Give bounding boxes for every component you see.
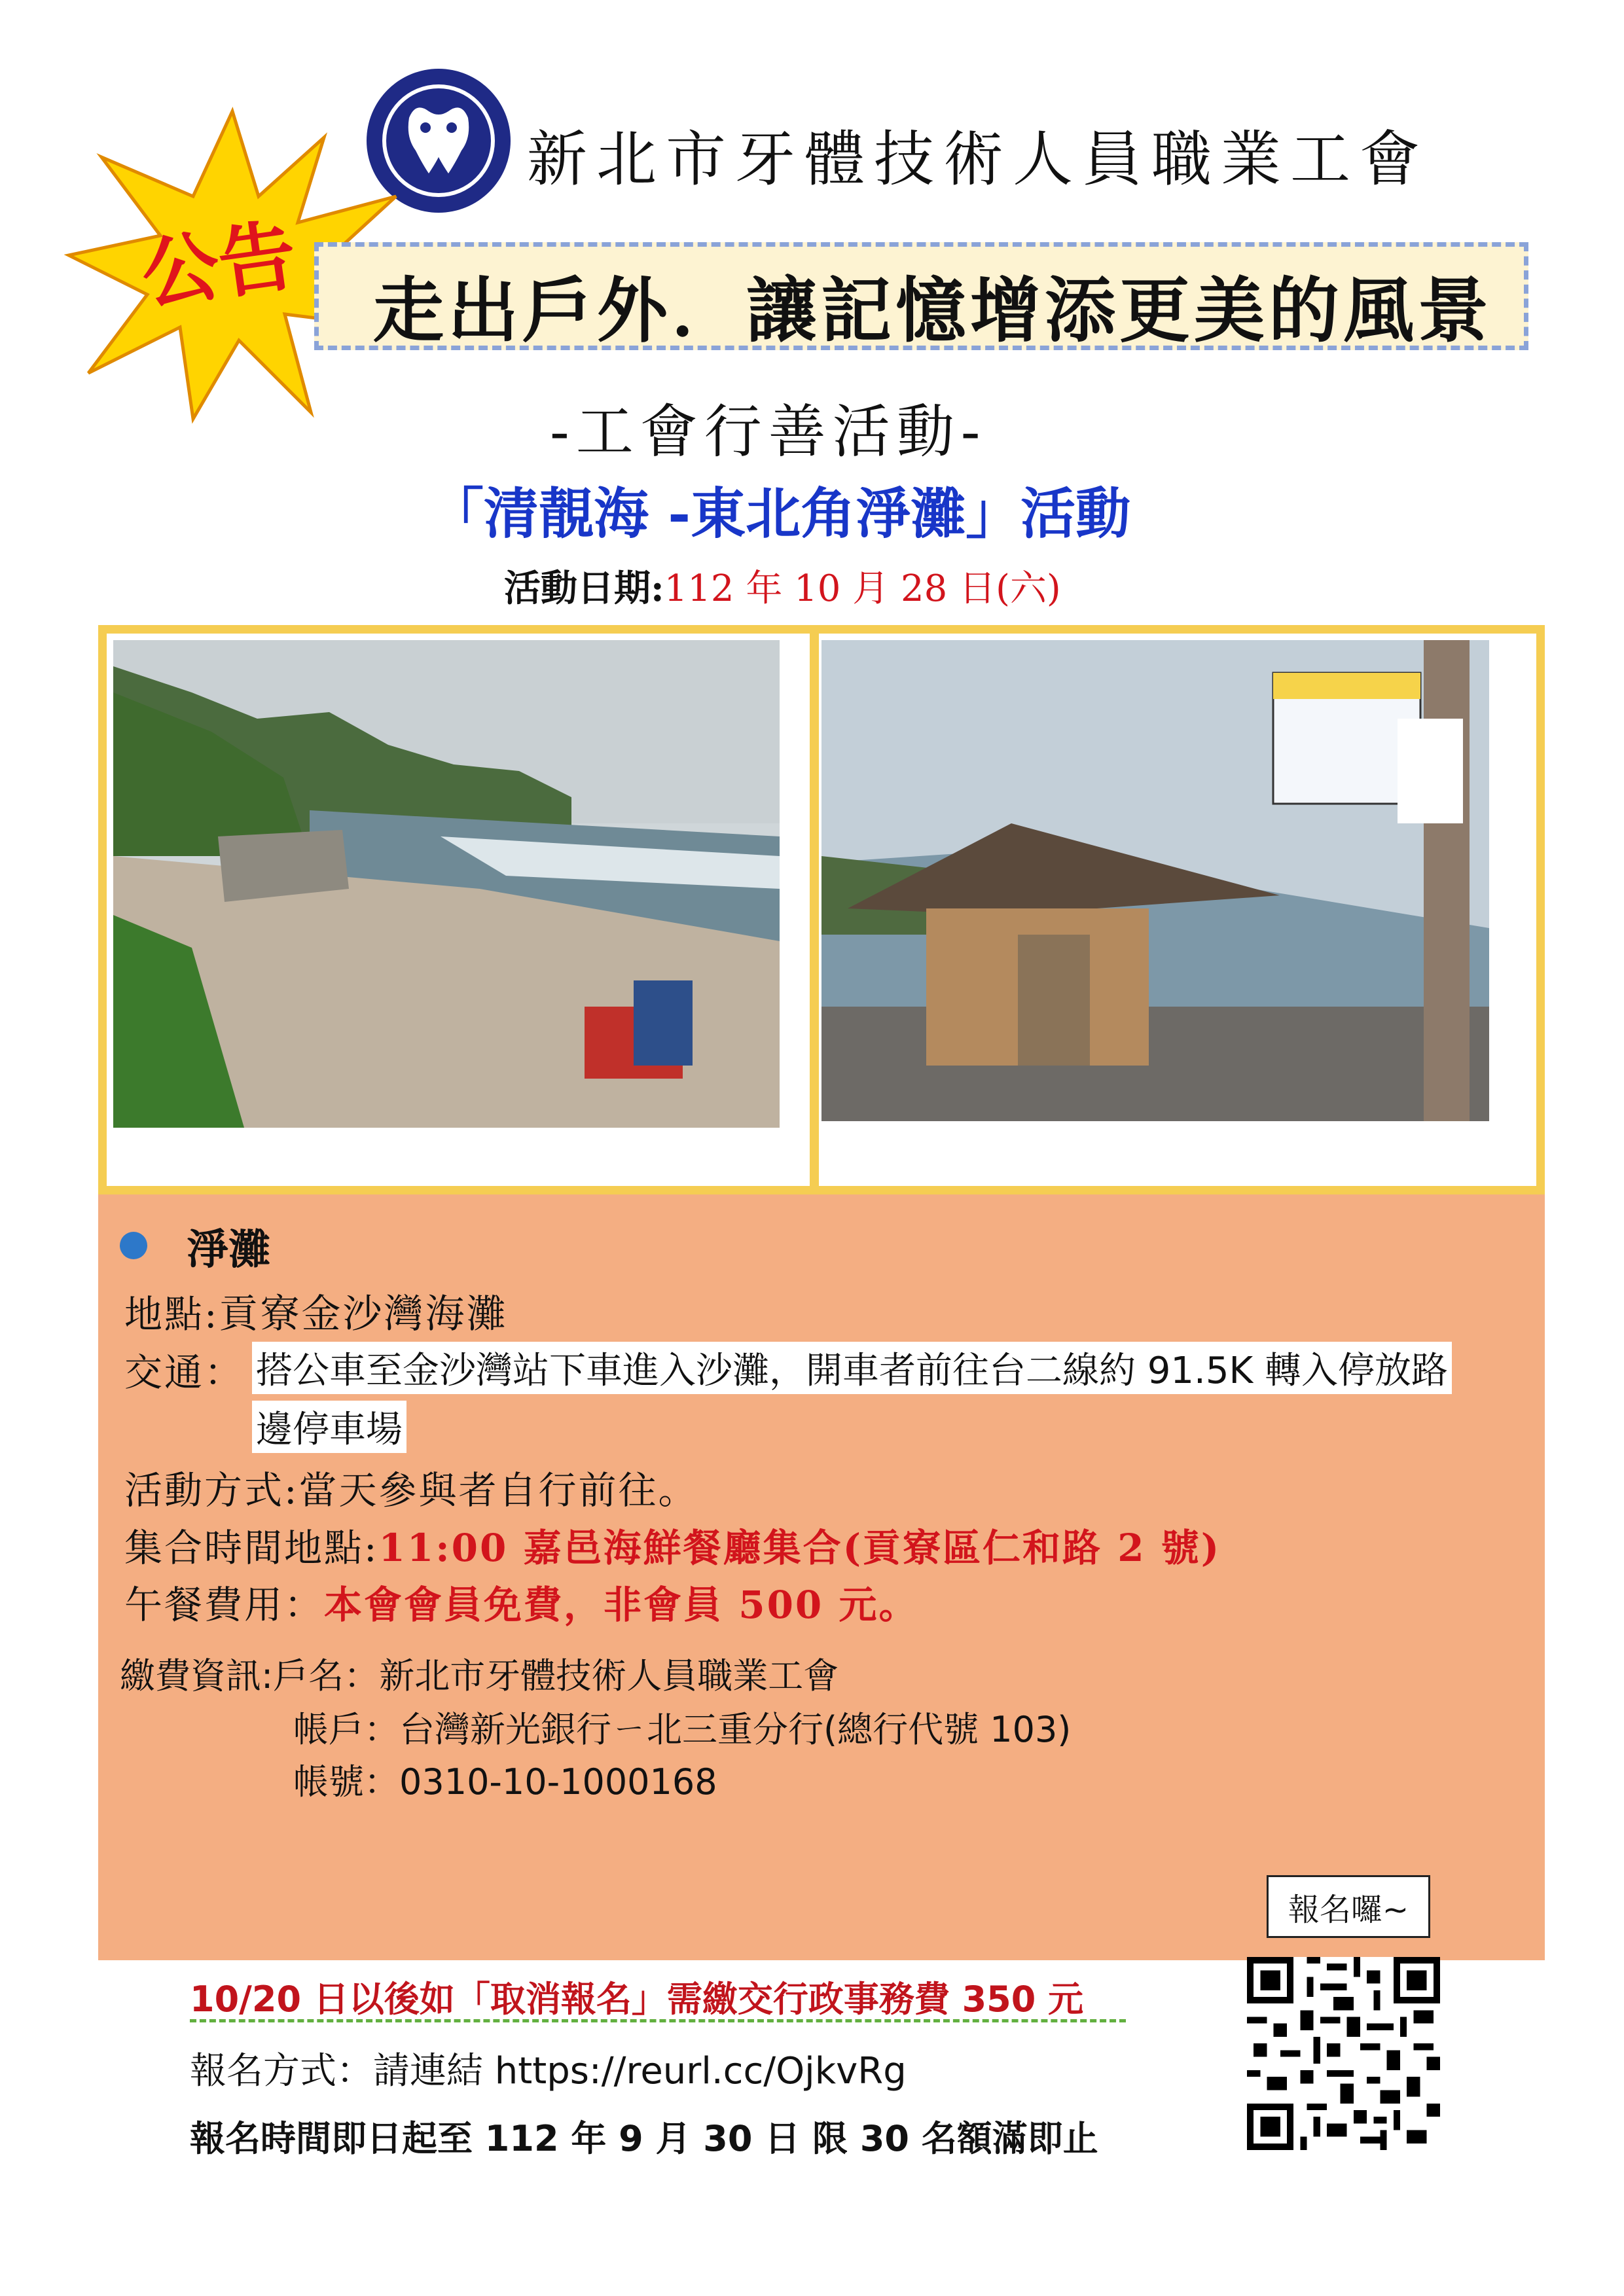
event-name: 「清靚海 -東北角淨灘」活動 bbox=[429, 481, 1131, 546]
transport-label: 交通： bbox=[124, 1350, 245, 1395]
event-date bbox=[504, 560, 1061, 612]
method-row bbox=[124, 1460, 698, 1515]
section-title: 淨灘 bbox=[187, 1226, 270, 1274]
method-label: 活動方式: bbox=[124, 1468, 299, 1513]
bus-stop-photo bbox=[821, 640, 1489, 1121]
meeting-label: 集合時間地點: bbox=[124, 1526, 379, 1570]
organization-name: 新北市牙體技術人員職業工會 bbox=[527, 124, 1430, 194]
signup-method[interactable]: 報名方式：請連結 https://reurl.cc/OjkvRg bbox=[190, 2050, 907, 2092]
announcement-badge: 公告 bbox=[135, 209, 302, 321]
lunch-fee-value: 本會會員免費，非會員 500 元。 bbox=[324, 1583, 919, 1627]
transport-text-line2: 邊停車場 bbox=[252, 1401, 406, 1453]
date-value: 112 年 10 月 28 日(六) bbox=[664, 567, 1061, 610]
meeting-row bbox=[124, 1517, 1221, 1572]
meeting-value: 11:00 嘉邑海鮮餐廳集合(貢寮區仁和路 2 號) bbox=[378, 1526, 1221, 1570]
signup-period: 報名時間即日起至 112 年 9 月 30 日 限 30 名額滿即止 bbox=[190, 2118, 1098, 2159]
bullet-icon bbox=[120, 1232, 147, 1259]
page-title: 走出戶外．讓記憶增添更美的風景 bbox=[373, 270, 1493, 352]
photo-divider bbox=[810, 628, 819, 1191]
cancellation-notice: 10/20 日以後如「取消報名」需繳交行政事務費 350 元 bbox=[190, 1979, 1084, 2020]
method-value: 當天參與者自行前往。 bbox=[298, 1468, 698, 1513]
location-value: 貢寮金沙灣海灘 bbox=[219, 1291, 508, 1337]
signup-tag: 報名囉~ bbox=[1267, 1875, 1430, 1938]
dashed-underline bbox=[190, 2019, 1126, 2022]
lunch-fee-row bbox=[124, 1574, 918, 1629]
date-label: 活動日期: bbox=[504, 567, 664, 610]
beach-photo bbox=[113, 640, 780, 1128]
page-subtitle: -工會行善活動- bbox=[550, 398, 987, 465]
payment-bank: 帳戶：台灣新光銀行ㄧ北三重分行(總行代號 103) bbox=[293, 1709, 1072, 1750]
location-row bbox=[124, 1283, 508, 1339]
transport-text-line1: 搭公車至金沙灣站下車進入沙灘，開車者前往台二線約 91.5K 轉入停放路 bbox=[252, 1342, 1452, 1394]
payment-account-name: 繳費資訊:戶名：新北市牙體技術人員職業工會 bbox=[120, 1655, 839, 1696]
lunch-fee-label: 午餐費用： bbox=[124, 1583, 325, 1627]
payment-account-number: 帳號：0310-10-1000168 bbox=[293, 1761, 717, 1803]
location-label: 地點: bbox=[124, 1292, 219, 1336]
qr-code-icon[interactable] bbox=[1247, 1957, 1440, 2150]
